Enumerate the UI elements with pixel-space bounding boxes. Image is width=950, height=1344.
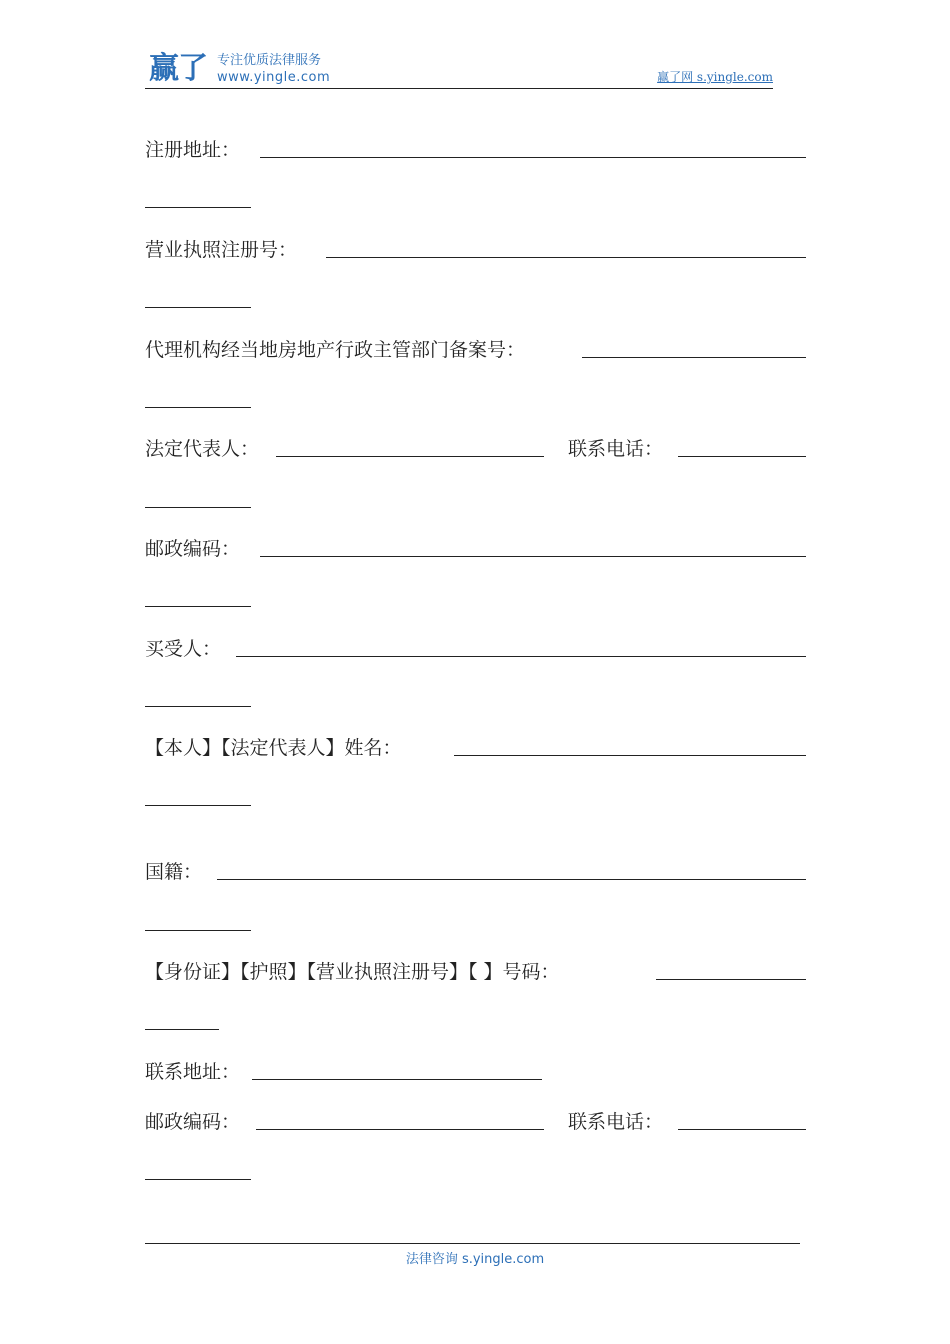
postcode-2-line[interactable] — [256, 1129, 544, 1130]
postcode-2-label: 邮政编码： — [145, 1111, 241, 1133]
logo-url: www.yingle.com — [217, 70, 331, 85]
page-header — [145, 50, 773, 89]
postcode-1-line[interactable] — [260, 556, 806, 557]
reg-address-line-cont[interactable] — [145, 207, 251, 208]
phone-2-line[interactable] — [678, 1129, 806, 1130]
postcode-1-label: 邮政编码： — [145, 538, 241, 560]
nationality-label: 国籍： — [145, 861, 203, 883]
phone-2-line-cont[interactable] — [145, 1179, 251, 1180]
phone-1-line[interactable] — [678, 456, 806, 457]
footer-divider — [145, 1243, 800, 1244]
phone-2-label: 联系电话： — [568, 1111, 664, 1133]
name-line[interactable] — [454, 755, 806, 756]
postcode-1-line-cont[interactable] — [145, 606, 251, 607]
id-number-label: 【身份证】【护照】【营业执照注册号】【 】号码： — [145, 961, 560, 983]
logo: 赢了 — [149, 51, 207, 86]
buyer-line[interactable] — [236, 656, 806, 657]
phone-1-label: 联系电话： — [568, 438, 664, 460]
legal-rep-label: 法定代表人： — [145, 438, 260, 460]
buyer-line-cont[interactable] — [145, 706, 251, 707]
license-no-label: 营业执照注册号： — [145, 239, 298, 261]
license-no-line[interactable] — [326, 257, 806, 258]
contact-address-label: 联系地址： — [145, 1061, 241, 1083]
reg-address-label: 注册地址： — [145, 139, 241, 161]
reg-address-line[interactable] — [260, 157, 806, 158]
agency-record-line[interactable] — [582, 357, 806, 358]
license-no-line-cont[interactable] — [145, 307, 251, 308]
logo-tagline: 专注优质法律服务 — [217, 53, 322, 68]
id-number-line-cont[interactable] — [145, 1029, 219, 1030]
name-line-cont[interactable] — [145, 805, 251, 806]
id-number-line[interactable] — [656, 979, 806, 980]
buyer-label: 买受人： — [145, 638, 222, 660]
agency-record-line-cont[interactable] — [145, 407, 251, 408]
contact-address-line[interactable] — [252, 1079, 542, 1080]
nationality-line-cont[interactable] — [145, 930, 251, 931]
header-site-link[interactable]: 赢了网 s.yingle.com — [657, 70, 773, 84]
phone-1-line-cont[interactable] — [145, 507, 251, 508]
agency-record-label: 代理机构经当地房地产行政主管部门备案号： — [145, 339, 526, 361]
nationality-line[interactable] — [217, 879, 806, 880]
name-label: 【本人】【法定代表人】姓名： — [145, 737, 402, 759]
footer-link[interactable]: 法律咨询 s.yingle.com — [405, 1252, 545, 1267]
legal-rep-line[interactable] — [276, 456, 544, 457]
